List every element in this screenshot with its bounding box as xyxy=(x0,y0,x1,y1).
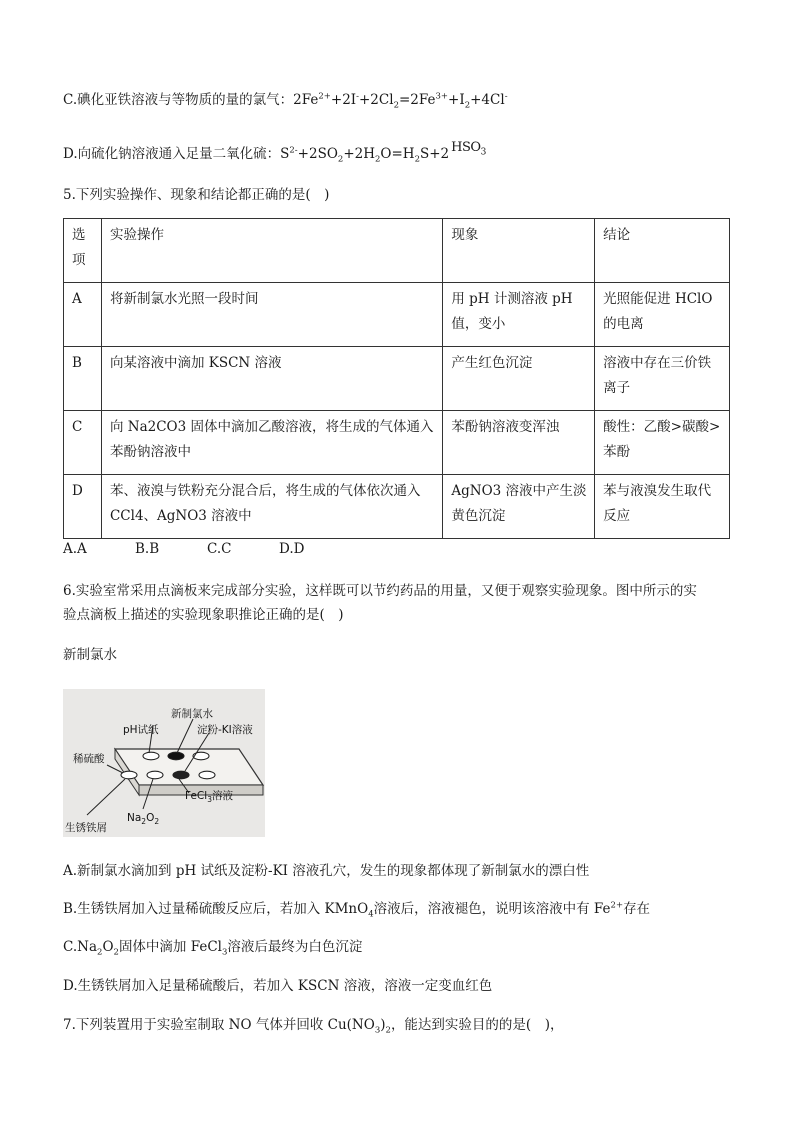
row-operation: 向某溶液中滴加 KSCN 溶液 xyxy=(101,347,442,411)
header-phenomenon: 现象 xyxy=(443,219,595,283)
q6-option-d: D.生锈铁屑加入足量稀硫酸后，若加入 KSCN 溶液，溶液一定变血红色 xyxy=(63,978,493,994)
table-row xyxy=(64,411,730,475)
experiment-table xyxy=(63,218,730,539)
row-operation: 将新制氯水光照一段时间 xyxy=(101,283,442,347)
label-new-chlorine-water: 新制氯水 xyxy=(171,708,213,720)
q5-option-a[interactable]: A.A xyxy=(63,541,87,557)
label-rusty-iron: 生锈铁屑 xyxy=(65,822,107,834)
figure-caption: 新制氯水 xyxy=(63,647,117,663)
row-phenomenon: 用 pH 计测溶液 pH 值，变小 xyxy=(443,283,595,347)
q5-option-c[interactable]: C.C xyxy=(207,541,232,557)
label-ph-paper: pH试纸 xyxy=(123,724,159,736)
q6-option-a: A.新制氯水滴加到 pH 试纸及淀粉-KI 溶液孔穴，发生的现象都体现了新制氯水的漂白性 xyxy=(63,863,590,879)
row-phenomenon: 产生红色沉淀 xyxy=(443,347,595,411)
table-row xyxy=(64,475,730,539)
q6-stem-line2: 验点滴板上描述的实验现象职推论正确的是( ) xyxy=(63,607,344,623)
q4-option-c: C.碘化亚铁溶液与等物质的量的氯气：$2Fe^{2+}+2I^-+2Cl_2=2Fe^{3+}+I_2+4Cl^-$ xyxy=(63,91,508,111)
q6-stem-line1: 6.实验室常采用点滴板来完成部分实验，这样既可以节约药品的用量，又便于观察实验现象。图中所示的实 xyxy=(63,583,697,599)
row-option: C xyxy=(64,411,102,475)
table-header-row xyxy=(64,219,730,283)
row-operation: 苯、液溴与铁粉充分混合后，将生成的气体依次通入 CCl4、AgNO3 溶液中 xyxy=(101,475,442,539)
table-row xyxy=(64,283,730,347)
q5-option-d[interactable]: D.D xyxy=(279,541,305,557)
header-conclusion: 结论 xyxy=(595,219,730,283)
row-option: B xyxy=(64,347,102,411)
label-fecl3: FeCl$_3$溶液 xyxy=(185,790,233,804)
q6-option-b: B.生锈铁屑加入过量稀硫酸反应后，若加入 KMnO$_4$溶液后，溶液褪色，说明该溶液中有 $Fe^{2+}$存在 xyxy=(63,900,651,920)
row-conclusion: 光照能促进 HClO 的电离 xyxy=(595,283,730,347)
row-operation: 向 Na2CO3 固体中滴加乙酸溶液，将生成的气体通入苯酚钠溶液中 xyxy=(101,411,442,475)
label-starch-ki: 淀粉-KI溶液 xyxy=(197,724,253,736)
row-option: A xyxy=(64,283,102,347)
row-conclusion: 酸性：乙酸>碳酸>苯酚 xyxy=(595,411,730,475)
q4-option-d: D.向硫化钠溶液通入足量二氧化硫：$S^{2-}+2SO_2+2H_2O=H_2S+2$ $HSO_3$ xyxy=(63,140,486,165)
header-operation: 实验操作 xyxy=(101,219,442,283)
row-phenomenon: 苯酚钠溶液变浑浊 xyxy=(443,411,595,475)
spot-plate-diagram xyxy=(63,689,265,837)
label-dilute-h2so4: 稀硫酸 xyxy=(73,753,105,765)
row-conclusion: 苯与液溴发生取代反应 xyxy=(595,475,730,539)
q5-stem: 5.下列实验操作、现象和结论都正确的是( ) xyxy=(63,187,330,203)
q5-options xyxy=(63,541,351,557)
table-row xyxy=(64,347,730,411)
q7-stem: 7.下列装置用于实验室制取 NO 气体并回收 $Cu(NO_3)_2$，能达到实验目的的是( )， xyxy=(63,1017,564,1036)
row-phenomenon: AgNO3 溶液中产生淡黄色沉淀 xyxy=(443,475,595,539)
bisulfite-ion: $HSO_3$ xyxy=(451,140,486,158)
row-conclusion: 溶液中存在三价铁离子 xyxy=(595,347,730,411)
q6-option-c: $C.Na_2O_2$固体中滴加 FeCl$_3$溶液后最终为白色沉淀 xyxy=(63,939,363,958)
header-option: 选项 xyxy=(64,219,102,283)
label-na2o2: $Na_2O_2$ xyxy=(127,812,160,826)
row-option: D xyxy=(64,475,102,539)
q5-option-b[interactable]: B.B xyxy=(135,541,160,557)
